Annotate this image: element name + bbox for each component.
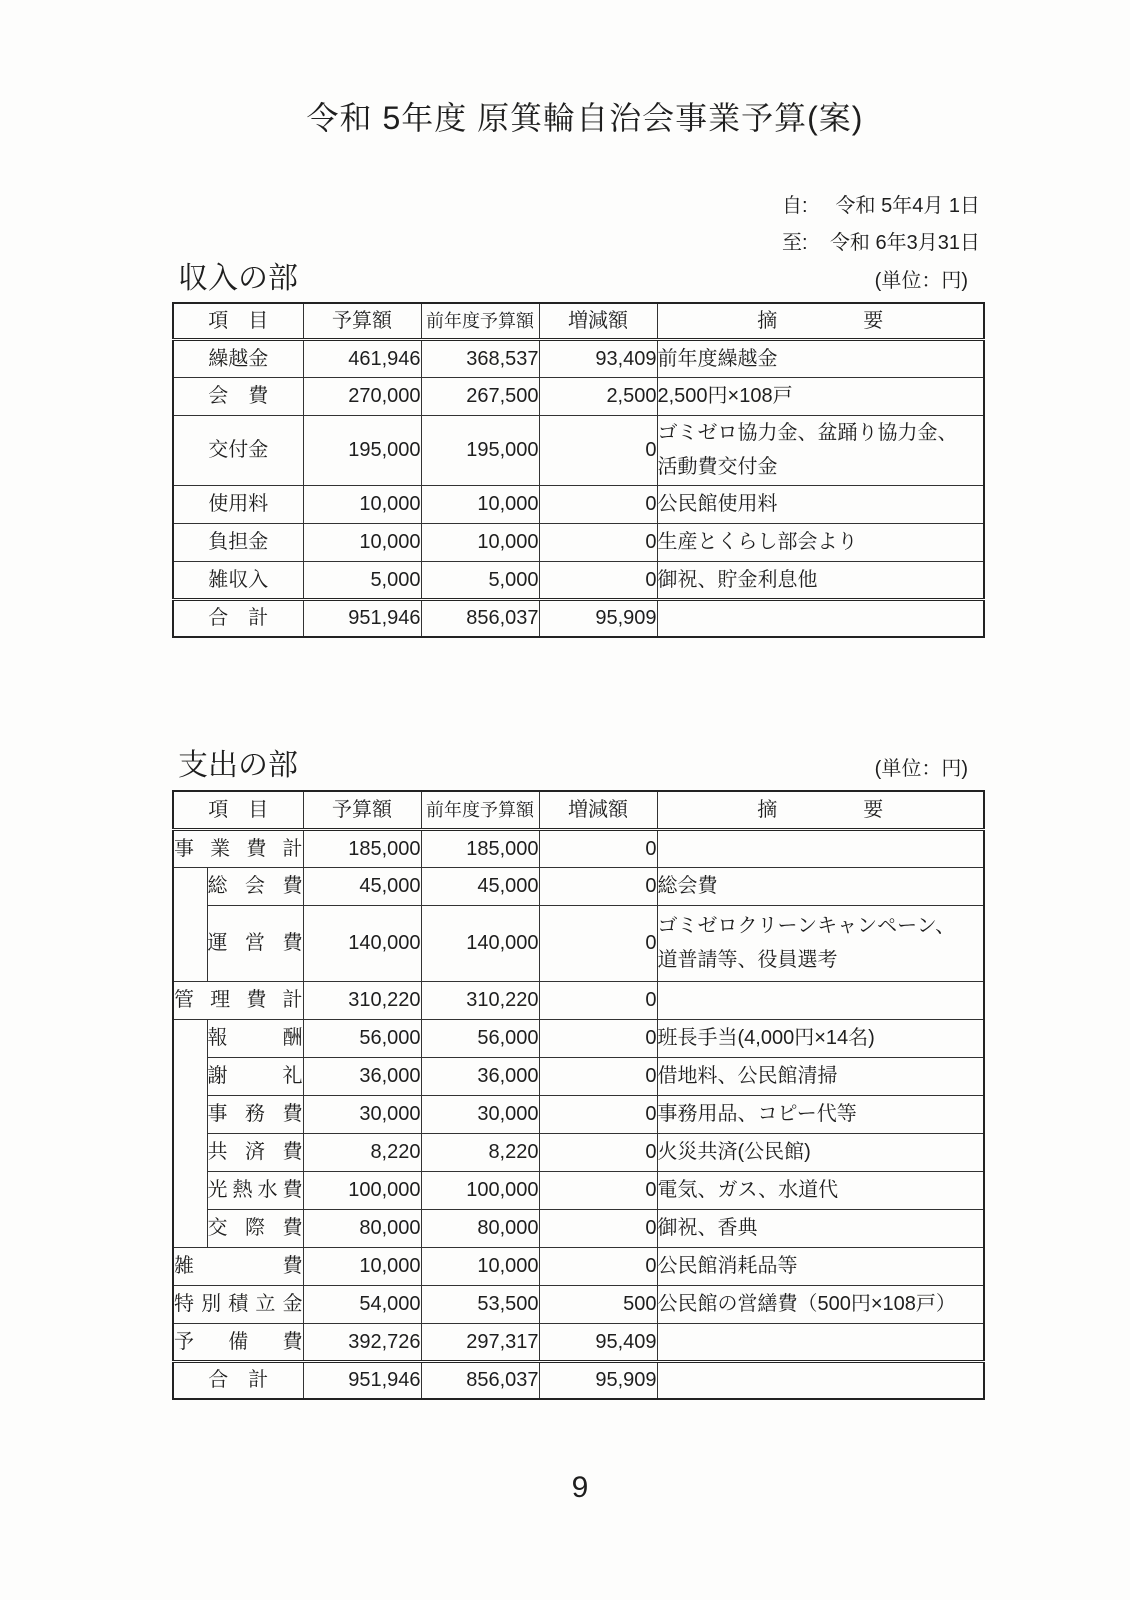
table-row	[173, 1171, 984, 1209]
col-note-header-label: 摘 要	[757, 309, 884, 332]
diff-cell: 0	[539, 485, 657, 523]
budget-cell: 10,000	[303, 1247, 421, 1285]
diff-cell: 0	[539, 415, 657, 485]
income-unit: (単位：円)	[874, 270, 968, 292]
diff-cell: 0	[539, 867, 657, 905]
table-row	[173, 415, 984, 485]
prev-budget-cell: 5,000	[421, 561, 539, 599]
table-row	[173, 905, 984, 981]
prev-budget-cell: 10,000	[421, 485, 539, 523]
note-cell: 御祝、香典	[657, 1209, 984, 1247]
note-cell: 電気、ガス、水道代	[657, 1171, 984, 1209]
table-row	[173, 1247, 984, 1285]
col-prev-budget-header: 前年度予算額	[421, 303, 539, 339]
note-cell	[657, 829, 984, 867]
diff-cell: 0	[539, 1209, 657, 1247]
note-cell: 総会費	[657, 867, 984, 905]
indent-cell	[173, 1019, 207, 1247]
total-budget: 951,946	[303, 1361, 421, 1399]
total-prev-budget: 856,037	[421, 599, 539, 637]
group-row-business	[173, 829, 984, 867]
budget-cell: 100,000	[303, 1171, 421, 1209]
budget-cell: 461,946	[303, 339, 421, 377]
expense-unit: (単位：円)	[874, 758, 968, 780]
note-cell: 生産とくらし部会より	[657, 523, 984, 561]
total-prev-budget: 856,037	[421, 1361, 539, 1399]
indent-cell	[173, 867, 207, 981]
prev-budget-cell: 30,000	[421, 1095, 539, 1133]
income-header-row	[173, 303, 984, 339]
budget-cell: 54,000	[303, 1285, 421, 1323]
col-note-header	[657, 791, 984, 829]
budget-cell: 310,220	[303, 981, 421, 1019]
diff-cell: 0	[539, 1133, 657, 1171]
table-row	[173, 1095, 984, 1133]
note-cell: 班長手当(4,000円×14名)	[657, 1019, 984, 1057]
item-cell: 使用料	[173, 485, 303, 523]
total-label: 合 計	[173, 599, 303, 637]
item-cell: 雑 費	[173, 1247, 303, 1285]
col-budget-header: 予算額	[303, 791, 421, 829]
page-title: 令和 5年度 原箕輪自治会事業予算(案)	[306, 100, 864, 136]
table-row	[173, 523, 984, 561]
group-row-management	[173, 981, 984, 1019]
prev-budget-cell: 10,000	[421, 523, 539, 561]
budget-cell: 45,000	[303, 867, 421, 905]
diff-cell: 0	[539, 523, 657, 561]
col-item-header: 項 目	[173, 791, 303, 829]
prev-budget-cell: 267,500	[421, 377, 539, 415]
budget-cell: 80,000	[303, 1209, 421, 1247]
budget-cell: 10,000	[303, 523, 421, 561]
budget-cell: 8,220	[303, 1133, 421, 1171]
period-from-label: 自:	[782, 195, 808, 217]
note-cell: 事務用品、コピー代等	[657, 1095, 984, 1133]
table-row	[173, 339, 984, 377]
prev-budget-cell: 140,000	[421, 905, 539, 981]
table-row	[173, 867, 984, 905]
prev-budget-cell: 185,000	[421, 829, 539, 867]
diff-cell: 0	[539, 905, 657, 981]
item-cell: 事 業 費 計	[173, 829, 303, 867]
table-row	[173, 1019, 984, 1057]
expense-heading: 支出の部	[178, 749, 298, 782]
note-cell	[657, 599, 984, 637]
period-to-label: 至:	[782, 232, 808, 254]
prev-budget-cell: 36,000	[421, 1057, 539, 1095]
table-row	[173, 485, 984, 523]
expense-total-row	[173, 1361, 984, 1399]
diff-cell: 2,500	[539, 377, 657, 415]
total-budget: 951,946	[303, 599, 421, 637]
period-from-value: 令和 5年4月 1日	[835, 195, 980, 217]
prev-budget-cell: 56,000	[421, 1019, 539, 1057]
note-cell	[657, 1361, 984, 1399]
table-row	[173, 1057, 984, 1095]
prev-budget-cell: 100,000	[421, 1171, 539, 1209]
diff-cell: 0	[539, 1095, 657, 1133]
total-diff: 95,909	[539, 1361, 657, 1399]
period-to-value: 令和 6年3月31日	[829, 232, 980, 254]
budget-cell: 140,000	[303, 905, 421, 981]
item-cell: 会 費	[173, 377, 303, 415]
note-cell: 2,500円×108戸	[657, 377, 984, 415]
note-cell: 公民館消耗品等	[657, 1247, 984, 1285]
table-row	[173, 1323, 984, 1361]
prev-budget-cell: 310,220	[421, 981, 539, 1019]
budget-cell: 36,000	[303, 1057, 421, 1095]
budget-cell: 392,726	[303, 1323, 421, 1361]
diff-cell: 95,409	[539, 1323, 657, 1361]
item-cell: 総 会 費	[207, 867, 303, 905]
note-cell	[657, 981, 984, 1019]
budget-cell: 30,000	[303, 1095, 421, 1133]
period-from	[782, 193, 980, 230]
diff-cell: 0	[539, 1057, 657, 1095]
total-label: 合 計	[173, 1361, 303, 1399]
note-cell: 前年度繰越金	[657, 339, 984, 377]
note-cell: ゴミゼロ協力金、盆踊り協力金、 活動費交付金	[657, 415, 984, 485]
item-cell: 謝 礼	[207, 1057, 303, 1095]
note-cell: 公民館使用料	[657, 485, 984, 523]
item-cell: 繰越金	[173, 339, 303, 377]
item-cell: 管 理 費 計	[173, 981, 303, 1019]
income-total-row	[173, 599, 984, 637]
item-cell: 共 済 費	[207, 1133, 303, 1171]
item-cell: 運 営 費	[207, 905, 303, 981]
page-number: 9	[571, 1471, 589, 1504]
note-cell	[657, 1323, 984, 1361]
diff-cell: 500	[539, 1285, 657, 1323]
budget-cell: 10,000	[303, 485, 421, 523]
budget-cell: 270,000	[303, 377, 421, 415]
prev-budget-cell: 368,537	[421, 339, 539, 377]
table-row	[173, 377, 984, 415]
period-to	[782, 230, 980, 267]
table-row	[173, 561, 984, 599]
note-cell: 火災共済(公民館)	[657, 1133, 984, 1171]
prev-budget-cell: 10,000	[421, 1247, 539, 1285]
budget-period	[782, 193, 980, 267]
diff-cell: 0	[539, 1247, 657, 1285]
budget-cell: 56,000	[303, 1019, 421, 1057]
item-cell: 事 務 費	[207, 1095, 303, 1133]
col-diff-header: 増減額	[539, 791, 657, 829]
diff-cell: 0	[539, 829, 657, 867]
budget-cell: 195,000	[303, 415, 421, 485]
expense-table	[172, 790, 985, 1400]
income-heading: 収入の部	[178, 262, 298, 295]
income-table	[172, 302, 985, 638]
total-diff: 95,909	[539, 599, 657, 637]
table-row	[173, 1209, 984, 1247]
diff-cell: 0	[539, 1019, 657, 1057]
table-row	[173, 1285, 984, 1323]
col-diff-header: 増減額	[539, 303, 657, 339]
note-cell: 御祝、貯金利息他	[657, 561, 984, 599]
item-cell: 交 際 費	[207, 1209, 303, 1247]
item-cell: 光熱水費	[207, 1171, 303, 1209]
budget-cell: 5,000	[303, 561, 421, 599]
note-cell: 公民館の営繕費（500円×108戸）	[657, 1285, 984, 1323]
item-cell: 雑収入	[173, 561, 303, 599]
prev-budget-cell: 45,000	[421, 867, 539, 905]
diff-cell: 0	[539, 1171, 657, 1209]
note-cell: 借地料、公民館清掃	[657, 1057, 984, 1095]
col-budget-header: 予算額	[303, 303, 421, 339]
diff-cell: 0	[539, 561, 657, 599]
col-prev-budget-header: 前年度予算額	[421, 791, 539, 829]
budget-cell: 185,000	[303, 829, 421, 867]
col-item-header: 項 目	[173, 303, 303, 339]
expense-header-row	[173, 791, 984, 829]
item-cell: 負担金	[173, 523, 303, 561]
note-cell: ゴミゼロクリーンキャンペーン、 道普請等、役員選考	[657, 905, 984, 981]
item-cell: 交付金	[173, 415, 303, 485]
item-cell: 予 備 費	[173, 1323, 303, 1361]
diff-cell: 93,409	[539, 339, 657, 377]
table-row	[173, 1133, 984, 1171]
prev-budget-cell: 297,317	[421, 1323, 539, 1361]
col-note-header	[657, 303, 984, 339]
prev-budget-cell: 80,000	[421, 1209, 539, 1247]
col-note-header-label: 摘 要	[757, 798, 884, 821]
prev-budget-cell: 53,500	[421, 1285, 539, 1323]
diff-cell: 0	[539, 981, 657, 1019]
item-cell: 特別積立金	[173, 1285, 303, 1323]
prev-budget-cell: 195,000	[421, 415, 539, 485]
prev-budget-cell: 8,220	[421, 1133, 539, 1171]
item-cell: 報 酬	[207, 1019, 303, 1057]
